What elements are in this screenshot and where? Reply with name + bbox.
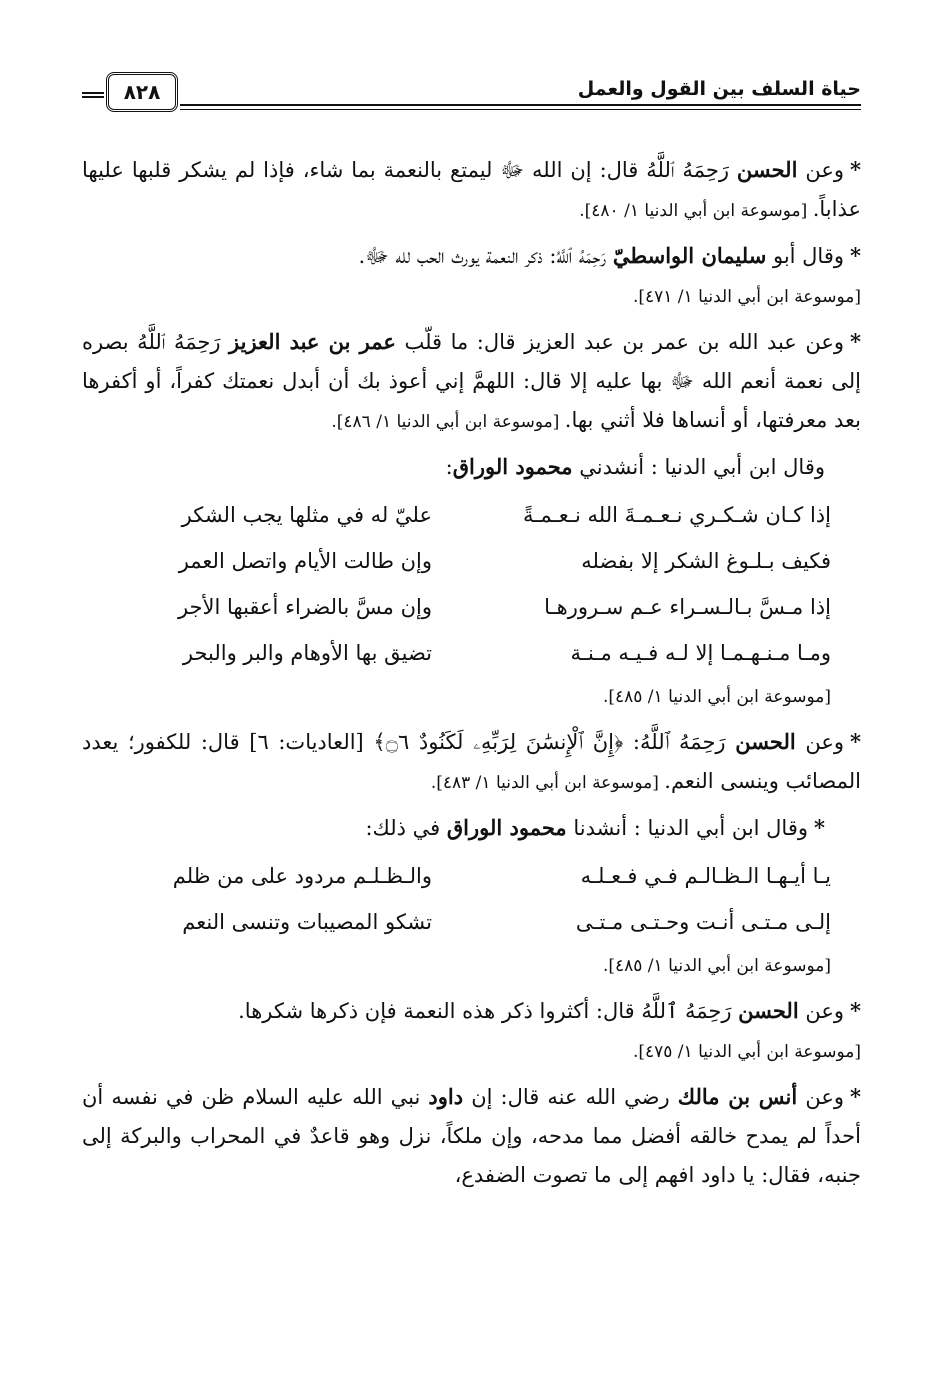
bullet: * <box>850 1084 861 1109</box>
person-name: محمود الوراق <box>446 815 567 840</box>
person-name: الحسن <box>736 157 798 182</box>
page-body <box>82 150 861 1200</box>
person-name: أنس بن مالك <box>677 1084 798 1109</box>
reference: [موسوعة ابن أبي الدنيا ١/ ٤٧١]. <box>632 287 861 307</box>
paragraph: *وعن أنس بن مالك رضي الله عنه قال: إن داود نبي الله عليه السلام ظن في نفسه أن أحداً لم يمدح خالقه أفضل مما مدحه، وإن ملكاً، نزل وهو قاعدٌ في المحراب والبركة إلى جنبه، فقال: يا داود افهم إلى ما تصوت الضفدع، <box>82 1084 861 1187</box>
verse-row: إلـى مـتـى أنـت وحـتـى مـتـى تشكو المصيبات وتنسى النعم <box>182 909 831 934</box>
person-name: الحسن <box>738 998 799 1023</box>
paragraph: *وعن الحسن رَحِمَهُ ٱللَّهُ قال: إن الله ﷻ ليمتع بالنعمة بما شاء، فإذا لم يشكر قلبها عليها عذاباً. [موسوعة ابن أبي الدنيا ١/ ٤٨٠]. <box>82 157 861 221</box>
verse-row: إذا كـان شـكـري نـعـمـةَ الله نـعـمـةً عليّ له في مثلها يجب الشكر <box>181 502 831 527</box>
paragraph: *وعن الحسن رَحِمَهُ ٱللَّهُ: ﴿إِنَّ ٱلْإِنسَٰنَ لِرَبِّهِۦ لَكَنُودٌ ۝٦﴾ [العاديات: ٦] قال: للكفور؛ يعدد المصائب وينسى النعم. [موسوعة ابن أبي الدنيا ١/ ٤٨٣]. <box>82 729 861 793</box>
header-rule-thin <box>180 109 861 110</box>
paragraph: *وعن الحسن رَحِمَهُ ٱللَّهُ قال: أكثروا ذكر هذه النعمة فإن ذكرها شكرها. [موسوعة ابن أبي الدنيا ١/ ٤٧٥]. <box>238 998 861 1062</box>
paragraph: *وقال أبو سليمان الواسطيّ رَحِمَهُ ٱللَّهُ: ذكر النعمة يورث الحب لله ﷻ. [موسوعة ابن أبي الدنيا ١/ ٤٧١]. <box>358 243 861 307</box>
running-title: حياة السلف بين القول والعمل <box>577 78 861 100</box>
paragraph: *وعن عبد الله بن عمر بن عبد العزيز قال: ما قلّب عمر بن عبد العزيز رَحِمَهُ ٱللَّهُ بصره إلى نعمة أنعم الله ﷻ بها عليه إلا قال: اللهمَّ إني أعوذ بك أن أبدل نعمتك كفراً، أو أكفرها بعد معرفتها، أو أنساها فلا أثني بها. [موسوعة ابن أبي الدنيا ١/ ٤٨٦]. <box>82 329 862 432</box>
reference: [موسوعة ابن أبي الدنيا ١/ ٤٨٠]. <box>579 201 813 221</box>
header-ornament <box>82 92 104 94</box>
verse-row: ومـا مـنـهـمـا إلا لـه فـيـه مـنـة تضيق بها الأوهام والبر والبحر <box>182 640 831 665</box>
reference: [موسوعة ابن أبي الدنيا ١/ ٤٨٣]. <box>430 773 665 793</box>
reference: [موسوعة ابن أبي الدنيا ١/ ٤٨٥]. <box>602 687 831 707</box>
header-rule <box>180 104 861 106</box>
bullet: * <box>850 998 861 1023</box>
poem <box>82 492 861 676</box>
bullet: * <box>850 243 861 268</box>
person-name: الحسن <box>735 729 796 754</box>
reference: [موسوعة ابن أبي الدنيا ١/ ٤٨٥]. <box>602 956 831 976</box>
paragraph: وقال ابن أبي الدنيا : أنشدني محمود الوراق: <box>445 454 825 479</box>
verse-row: إذا مـسَّ بـالـسـراء عـم سـرورهـا وإن مسَّ بالضراء أعقبها الأجر <box>177 594 831 619</box>
reference: [موسوعة ابن أبي الدنيا ١/ ٤٨٦]. <box>331 412 565 432</box>
bullet: * <box>850 157 861 182</box>
page-header <box>82 70 861 120</box>
bullet: * <box>850 329 862 354</box>
person-name: داود <box>428 1084 464 1109</box>
bullet: * <box>850 729 861 754</box>
page-number: ٨٢٨ <box>106 72 178 112</box>
verse-row: فكيف بـلـوغ الشكر إلا بفضله وإن طالت الأيام واتصل العمر <box>178 548 831 573</box>
person-name: عمر بن عبد العزيز <box>229 329 396 354</box>
verse-row: يـا أيـهـا الـظـالـم فـي فـعـلـه والـظـلـم مردود على من ظلم <box>172 863 831 888</box>
paragraph: *وقال ابن أبي الدنيا : أنشدنا محمود الوراق في ذلك: <box>365 815 825 840</box>
person-name: سليمان الواسطيّ <box>612 243 767 268</box>
poem <box>82 853 861 945</box>
bullet: * <box>814 815 825 840</box>
reference: [موسوعة ابن أبي الدنيا ١/ ٤٧٥]. <box>632 1042 861 1062</box>
header-ornament <box>82 96 104 98</box>
person-name: محمود الوراق <box>452 454 573 479</box>
